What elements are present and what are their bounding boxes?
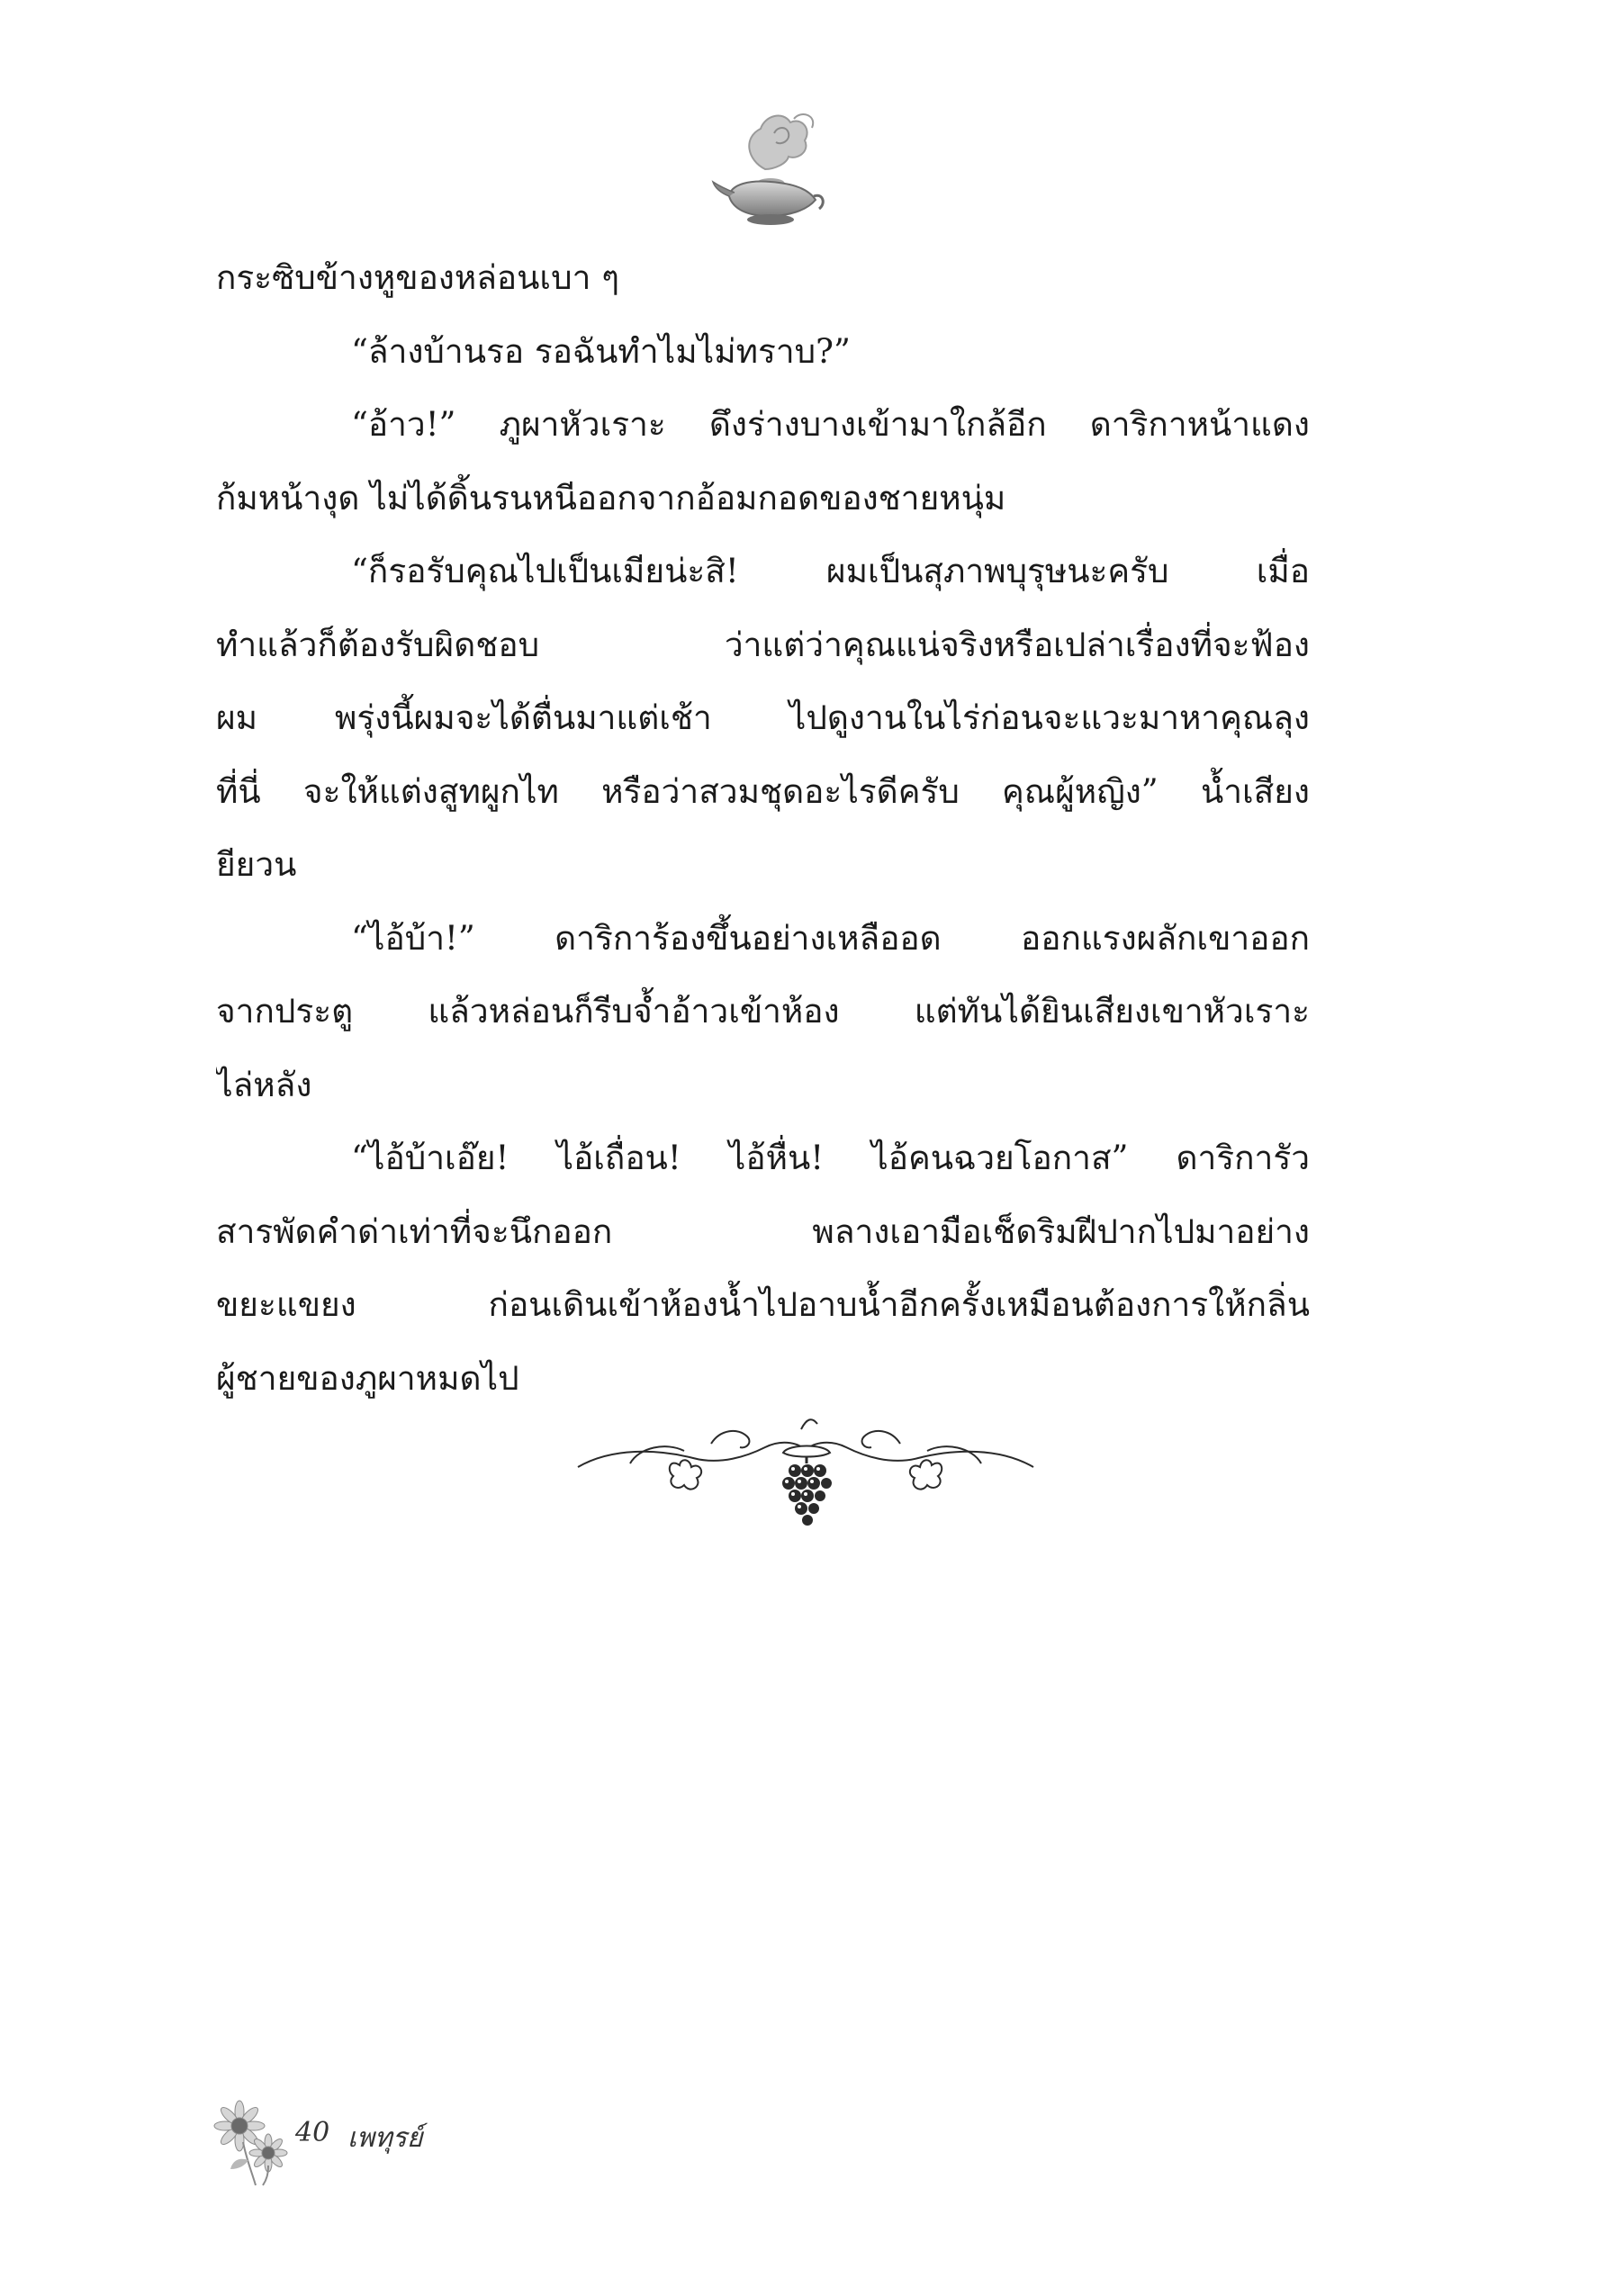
text-line: สารพัดคำด่าเท่าที่จะนึกออก พลางเอามือเช็ดริมฝีปากไปมาอย่าง (216, 1211, 1310, 1251)
text-line: “ล้างบ้านรอ รอฉันทำไมไม่ทราบ?” (351, 331, 851, 371)
text-line: ไล่หลัง (216, 1065, 312, 1104)
text-line: ก้มหน้างุด ไม่ได้ดิ้นรนหนีออกจากอ้อมกอดของชายหนุ่ม (216, 478, 1006, 518)
text-line: กระซิบข้างหูของหล่อนเบา ๆ (216, 258, 619, 297)
genie-lamp-icon (711, 106, 828, 232)
text-line: “ไอ้บ้า!” ดาริการ้องขึ้นอย่างเหลืออด ออกแรงผลักเขาออก (351, 918, 1310, 958)
text-line: ยียวน (216, 845, 297, 884)
text-line: จากประตู แล้วหล่อนก็รีบจ้ำอ้าวเข้าห้อง แต่ทันได้ยินเสียงเขาหัวเราะ (216, 992, 1310, 1031)
page-number: 40 (295, 2117, 330, 2148)
text-line: ขยะแขยง ก่อนเดินเข้าห้องน้ำไปอาบน้ำอีกครั้งเหมือนต้องการให้กลิ่น (216, 1285, 1310, 1324)
sunflower-icon (212, 2097, 293, 2187)
page-footer (212, 2097, 482, 2187)
story-text (216, 241, 1310, 1415)
grape-vine-divider-icon (576, 1411, 1035, 1528)
text-line: ที่นี่ จะให้แต่งสูทผูกไท หรือว่าสวมชุดอะไรดีครับ คุณผู้หญิง” น้ำเสียง (216, 771, 1310, 811)
text-line: ผู้ชายของภูผาหมดไป (216, 1358, 519, 1398)
book-title: เพทุรย์ (347, 2122, 423, 2154)
text-line: ผม พรุ่งนี้ผมจะได้ตื่นมาแต่เช้า ไปดูงานในไร่ก่อนจะแวะมาหาคุณลุง (216, 698, 1310, 737)
text-line: “ไอ้บ้าเอ๊ย! ไอ้เถื่อน! ไอ้หื่น! ไอ้คนฉวยโอกาส” ดาริการัว (351, 1139, 1310, 1177)
text-line: “ก็รอรับคุณไปเป็นเมียน่ะสิ! ผมเป็นสุภาพบุรุษนะครับ เมื่อ (351, 552, 1310, 590)
text-line: “อ้าว!” ภูผาหัวเราะ ดึงร่างบางเข้ามาใกล้อีก ดาริกาหน้าแดง (351, 405, 1310, 444)
text-line: ทำแล้วก็ต้องรับผิดชอบ ว่าแต่ว่าคุณแน่จริงหรือเปล่าเรื่องที่จะฟ้อง (216, 625, 1310, 664)
